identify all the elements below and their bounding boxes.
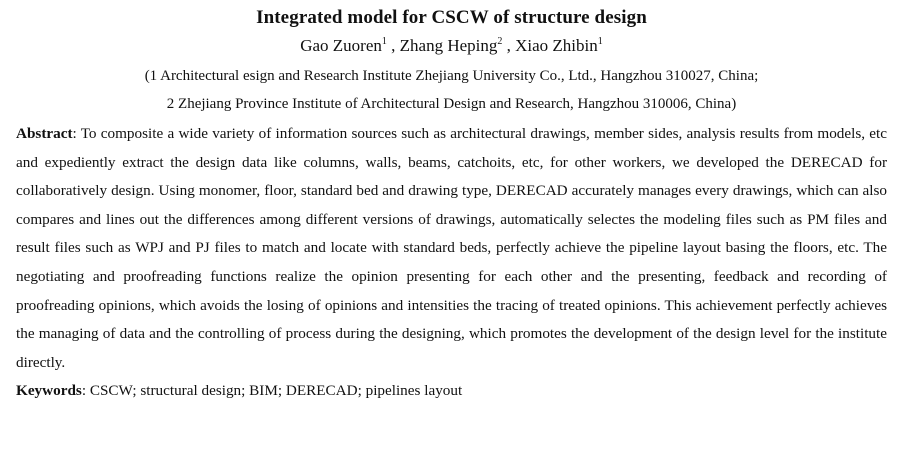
abstract-text: To composite a wide variety of information sources such as architectural drawings, member sides, analysis results from models, etc and expediently extract the design data like columns, walls, beams, catchoits, etc, for other workers, we developed the DERECAD for collaboratively design. Using monomer, floor, standard bed and drawing type, DERECAD accurately manages every drawings, which can also compares and lines out the differences among different versions of drawings, automatically selectes the modeling files such as PM files and result files such as WPJ and PJ files to match and locate with standard beds, perfectly achieve the pipeline layout basing the floors, etc. The negotiating and proofreading functions realize the opinion presenting for each other and the presenting, feedback and recording of proofreading opinions, which avoids the losing of opinions and intensities the tracing of treated opinions. This achievement perfectly achieves the managing of data and the controlling of process during the designing, which promotes the development of the design level for the institute directly. <box>16 125 887 371</box>
abstract-label: Abstract <box>16 125 73 142</box>
author-affiliation-mark: 2 <box>497 36 503 47</box>
affiliation-line-1: (1 Architectural esign and Research Institute Zhejiang University Co., Ltd., Hangzhou 310027, China; <box>144 68 759 84</box>
author-name: Xiao Zhibin <box>515 36 598 55</box>
abstract-paragraph <box>16 118 887 377</box>
author-affiliation-mark: 1 <box>381 36 387 47</box>
abstract-separator: : <box>72 125 81 142</box>
paper-title: Integrated model for CSCW of structure design <box>256 7 647 28</box>
author-list <box>16 30 887 58</box>
author-separator: , <box>502 36 516 55</box>
affiliation-line-2: 2 Zhejiang Province Institute of Architectural Design and Research, Hangzhou 310006, China) <box>166 96 737 112</box>
author-name: Zhang Heping <box>399 36 498 55</box>
keywords-text: CSCW; structural design; BIM; DERECAD; pipelines layout <box>89 382 463 400</box>
keywords-line <box>16 377 887 405</box>
author-name: Gao Zuoren <box>300 36 382 55</box>
author-separator: , <box>386 36 400 55</box>
author-affiliation-mark: 1 <box>597 36 603 47</box>
keywords-label: Keywords <box>16 382 82 400</box>
keywords-separator: : <box>81 382 90 400</box>
